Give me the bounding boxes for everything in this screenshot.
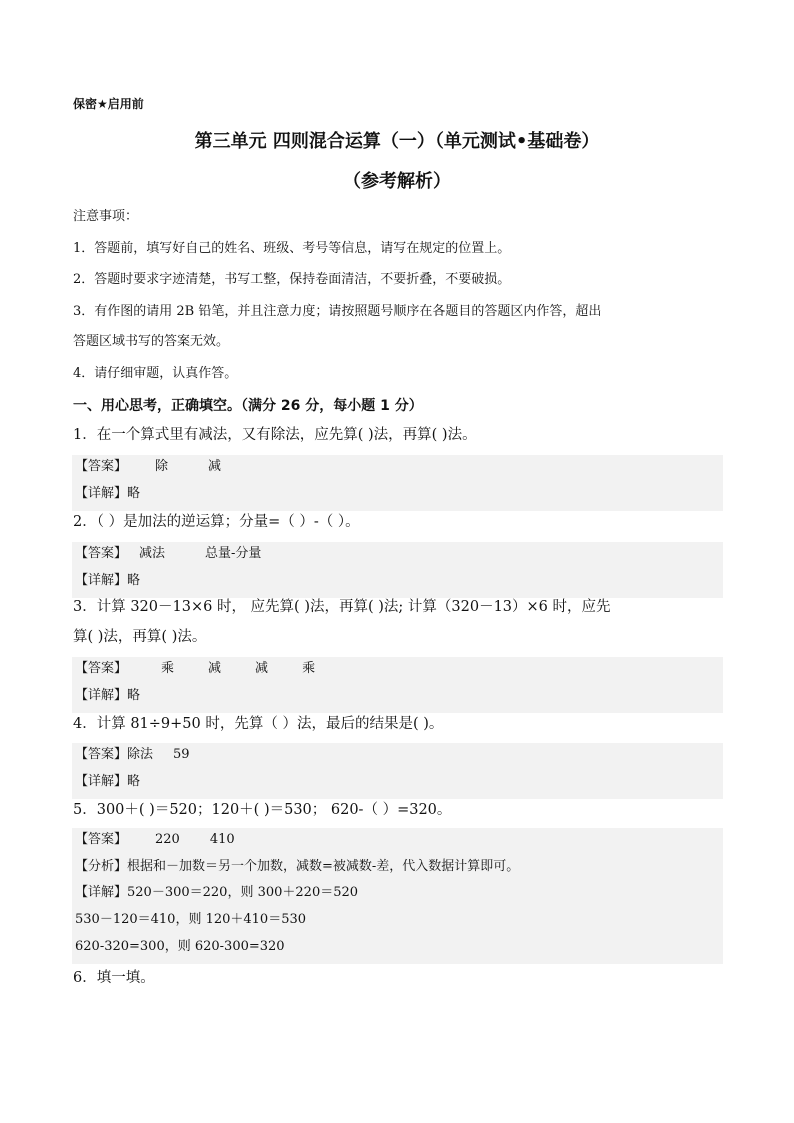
notes-heading: 注意事项： [73,209,139,224]
analysis-row [75,858,519,876]
detail-label: 【详解】 [75,573,128,588]
note-item: 答题区域书写的答案无效。 [73,334,230,349]
analysis-value: 根据和－加数＝另一个加数，减数=被减数-差，代入数据计算即可。 [127,859,520,874]
detail-label: 【详解】 [75,774,128,789]
question-2: 2．（ ）是加法的逆运算；分量=（ ）-（ ）。 [73,514,360,530]
analysis-label: 【分析】 [75,859,128,874]
answer-value: 减 [255,661,269,676]
detail-value: 略 [127,688,141,703]
answer-label: 【答案】 [75,459,128,474]
detail-value: 略 [127,573,141,588]
answer-value: 410 [209,832,235,847]
answer-label: 【答案】 [75,661,128,676]
answer-row [75,746,190,764]
detail-row [75,884,358,902]
section-title: 一、用心思考，正确填空。（满分 26 分，每小题 1 分） [73,398,423,414]
confidential-mark: 保密★启用前 [73,97,144,111]
detail-row [75,687,140,705]
answer-block-1 [72,455,723,511]
detail-row [75,773,140,791]
detail-value: 520－300＝220，则 300＋220＝520 [127,885,359,900]
note-item: 4．请仔细审题，认真作答。 [73,366,238,381]
answer-row [75,660,315,678]
question-1: 1．在一个算式里有减法，又有除法，应先算( )法，再算( )法。 [73,427,477,443]
detail-label: 【详解】 [75,688,128,703]
question-3-line-2: 算( )法，再算( )法。 [73,629,207,645]
answer-row [75,458,221,476]
answer-label: 【答案】 [75,546,128,561]
answer-value: 59 [173,747,190,762]
question-4: 4．计算 81÷9+50 时，先算（ ）法，最后的结果是( )。 [73,716,444,732]
page-subtitle: （参考解析） [343,171,451,192]
answer-value: 除法 [127,747,154,762]
detail-row: 620-320=300，则 620-300=320 [75,939,285,954]
answer-value: 减法 [139,546,166,561]
question-6: 6．填一填。 [73,970,155,986]
answer-value: 减 [208,459,222,474]
detail-row: 530－120＝410，则 120＋410＝530 [75,912,307,927]
question-5: 5．300＋( )＝520；120＋( )＝530； 620-（ ）=320。 [73,802,452,818]
detail-value: 略 [127,774,141,789]
answer-block-3 [72,657,723,713]
detail-row [75,485,140,503]
answer-value: 乘 [302,661,316,676]
answer-value: 减 [208,661,222,676]
answer-value: 除 [155,459,169,474]
answer-label: 【答案】 [75,832,128,847]
detail-row [75,572,140,590]
note-item: 2．答题时要求字迹清楚，书写工整，保持卷面清洁，不要折叠，不要破损。 [73,272,511,287]
detail-value: 略 [127,486,141,501]
page-title: 第三单元 四则混合运算（一）（单元测试•基础卷） [194,131,600,152]
answer-value: 220 [155,832,180,847]
answer-block-2 [72,542,723,598]
answer-label: 【答案】 [75,747,128,762]
question-3-line-1: 3．计算 320－13×6 时， 应先算( )法，再算( )法; 计算（320－13）×6 时，应先 [73,599,611,615]
answer-block-5 [72,828,723,964]
answer-block-4 [72,743,723,799]
answer-value: 乘 [161,661,175,676]
note-item: 1．答题前，填写好自己的姓名、班级、考号等信息，请写在规定的位置上。 [73,241,511,256]
answer-row [75,831,235,849]
detail-label: 【详解】 [75,486,128,501]
detail-label: 【详解】 [75,885,128,900]
answer-value: 总量-分量 [205,546,262,561]
answer-row [75,545,261,563]
note-item: 3．有作图的请用 2B 铅笔，并且注意力度；请按照题号顺序在各题目的答题区内作答，超出 [73,304,602,319]
